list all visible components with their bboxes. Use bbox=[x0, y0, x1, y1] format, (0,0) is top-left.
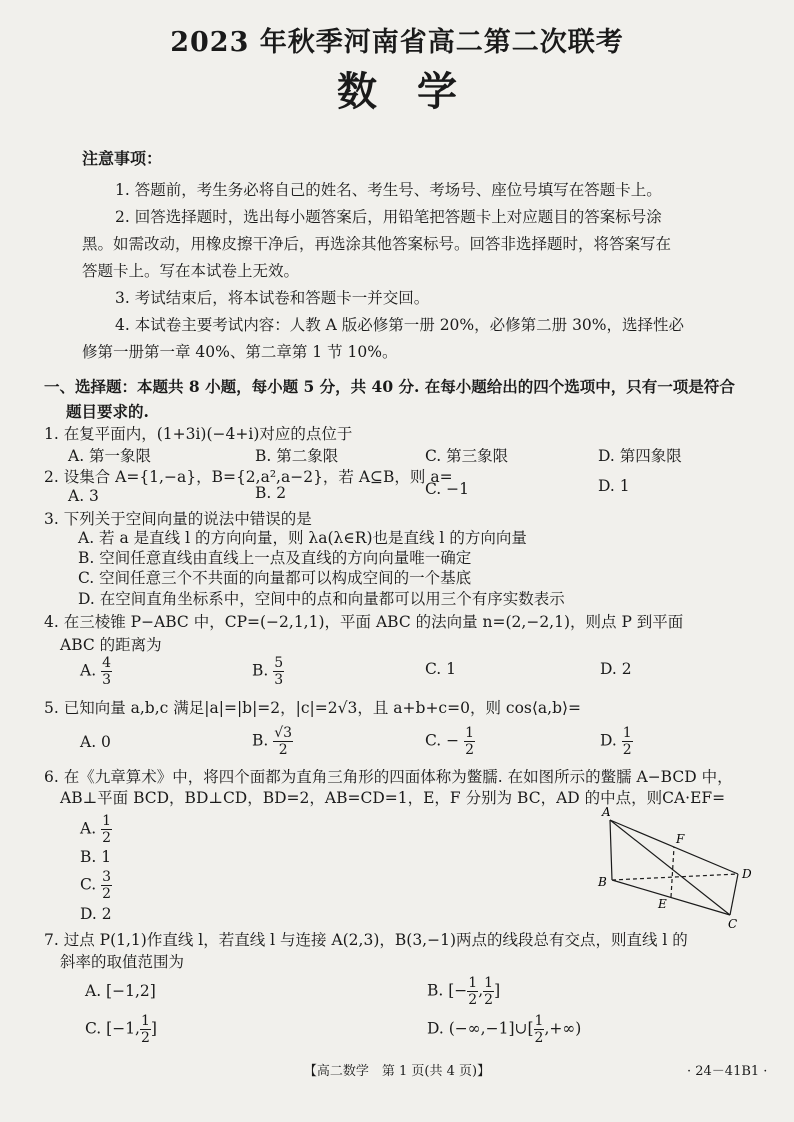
q6-stem-1: 6. 在《九章算术》中，将四个面都为直角三角形的四面体称为鳖臑. 在如图所示的鳖臑 A−BCD 中， bbox=[44, 768, 733, 786]
q5-option-c: C. − $\frac{1}{2}$ bbox=[425, 725, 475, 758]
notice-line-6: 4. 本试卷主要考试内容：人教 A 版必修第一册 20%，必修第二册 30%，选择性必 bbox=[115, 316, 685, 334]
q3-stem: 3. 下列关于空间向量的说法中错误的是 bbox=[44, 510, 312, 528]
section-heading: 一、选择题：本题共 8 小题，每小题 5 分，共 40 分. 在每小题给出的四个选项中，只有一项是符合 bbox=[44, 377, 735, 396]
q7-stem-1: 7. 过点 P(1,1)作直线 l，若直线 l 与连接 A(2,3)，B(3,−1)两点的线段总有交点，则直线 l 的 bbox=[44, 931, 688, 949]
notice-line-3: 黑。如需改动，用橡皮擦干净后，再选涂其他答案标号。回答非选择题时，将答案写在 bbox=[82, 235, 672, 253]
q4-option-b: B. $\frac{5}{3}$ bbox=[252, 655, 284, 688]
exam-title: 2023 年秋季河南省高二第二次联考 bbox=[170, 27, 624, 58]
q2-stem: 2. 设集合 A={1,−a}，B={2,a²,a−2}，若 A⊆B，则 a= bbox=[44, 468, 453, 486]
q2-option-b: B. 2 bbox=[255, 484, 287, 502]
q7-stem-2: 斜率的取值范围为 bbox=[60, 953, 185, 971]
page-footer: 【高二数学 第 1 页(共 4 页)】 bbox=[303, 1064, 491, 1079]
edge-bd bbox=[612, 874, 738, 880]
segment-ef bbox=[671, 847, 674, 897]
tetrahedron-figure bbox=[590, 800, 760, 930]
q5-option-a: A. 0 bbox=[80, 733, 111, 751]
label-c: C bbox=[728, 917, 738, 930]
q4-stem-1: 4. 在三棱锥 P−ABC 中，CP=(−2,1,1)，平面 ABC 的法向量 n=(2,−2,1)，则点 P 到平面 bbox=[44, 613, 684, 631]
q3-option-a: A. 若 a 是直线 l 的方向向量，则 λa(λ∈R)也是直线 l 的方向向量 bbox=[78, 529, 527, 547]
q2-option-c: C. −1 bbox=[425, 480, 470, 498]
notice-line-7: 修第一册第一章 40%、第二章第 1 节 10%。 bbox=[82, 343, 398, 361]
q7-option-b: B. [− $\frac{1}{2}$ , $\frac{1}{2}$ ] bbox=[427, 975, 501, 1008]
q7-option-a: A. [−1,2] bbox=[85, 982, 156, 1000]
label-a: A bbox=[602, 805, 611, 819]
q3-option-b: B. 空间任意直线由直线上一点及直线的方向向量唯一确定 bbox=[78, 549, 472, 567]
q4-stem-2: ABC 的距离为 bbox=[60, 636, 162, 654]
notice-line-4: 答题卡上。写在本试卷上无效。 bbox=[82, 262, 300, 280]
edge-bc bbox=[612, 880, 730, 915]
edge-ac bbox=[610, 820, 730, 915]
q1-option-d: D. 第四象限 bbox=[598, 447, 682, 465]
q4-option-c: C. 1 bbox=[425, 660, 457, 678]
q2-option-a: A. 3 bbox=[68, 487, 99, 505]
q3-option-d: D. 在空间直角坐标系中，空间中的点和向量都可以用三个有序实数表示 bbox=[78, 590, 565, 608]
q5-option-d: D. $\frac{1}{2}$ bbox=[600, 725, 632, 758]
label-e: E bbox=[658, 897, 667, 911]
q1-option-b: B. 第二象限 bbox=[255, 447, 339, 465]
q5-stem: 5. 已知向量 a,b,c 满足|a|=|b|=2，|c|=2√3，且 a+b+c=0，则 cos⟨a,b⟩= bbox=[44, 699, 582, 717]
label-d: D bbox=[742, 867, 752, 881]
q5-option-b: B. $\frac{√3}{2}$ bbox=[252, 725, 293, 758]
q7-option-d: D. (−∞,−1]∪[ $\frac{1}{2}$ ,+∞) bbox=[427, 1013, 582, 1046]
notice-line-1: 1. 答题前，考生务必将自己的姓名、考生号、考场号、座位号填写在答题卡上。 bbox=[115, 181, 662, 199]
q6-option-c: C. $\frac{3}{2}$ bbox=[80, 869, 112, 902]
notice-line-5: 3. 考试结束后，将本试卷和答题卡一并交回。 bbox=[115, 289, 430, 307]
q1-stem: 1. 在复平面内，(1+3i)(−4+i)对应的点位于 bbox=[44, 425, 353, 443]
q6-option-a: A. $\frac{1}{2}$ bbox=[80, 813, 111, 846]
edge-cd bbox=[730, 874, 738, 915]
notice-heading: 注意事项： bbox=[82, 149, 163, 168]
q4-option-d: D. 2 bbox=[600, 660, 632, 678]
q6-option-b: B. 1 bbox=[80, 848, 112, 866]
q2-option-d: D. 1 bbox=[598, 477, 630, 495]
notice-line-2: 2. 回答选择题时，选出每小题答案后，用铅笔把答题卡上对应题目的答案标号涂 bbox=[115, 208, 662, 226]
q6-option-d: D. 2 bbox=[80, 905, 112, 923]
paper-code: · 24－41B1 · bbox=[687, 1064, 768, 1079]
label-b: B bbox=[598, 875, 607, 889]
q1-option-a: A. 第一象限 bbox=[68, 447, 152, 465]
section-heading-cont: 题目要求的. bbox=[66, 402, 149, 421]
q7-option-c: C. [−1, $\frac{1}{2}$ ] bbox=[85, 1013, 157, 1046]
label-f: F bbox=[676, 832, 685, 846]
q6-stem-2: AB⊥平面 BCD，BD⊥CD，BD=2，AB=CD=1，E，F 分别为 BC，AD 的中点，则CA·EF= bbox=[60, 789, 726, 807]
q3-option-c: C. 空间任意三个不共面的向量都可以构成空间的一个基底 bbox=[78, 569, 472, 587]
edge-ab bbox=[610, 820, 612, 880]
q4-option-a: A. $\frac{4}{3}$ bbox=[80, 655, 111, 688]
subject-title: 数学 bbox=[337, 68, 497, 115]
q1-option-c: C. 第三象限 bbox=[425, 447, 509, 465]
